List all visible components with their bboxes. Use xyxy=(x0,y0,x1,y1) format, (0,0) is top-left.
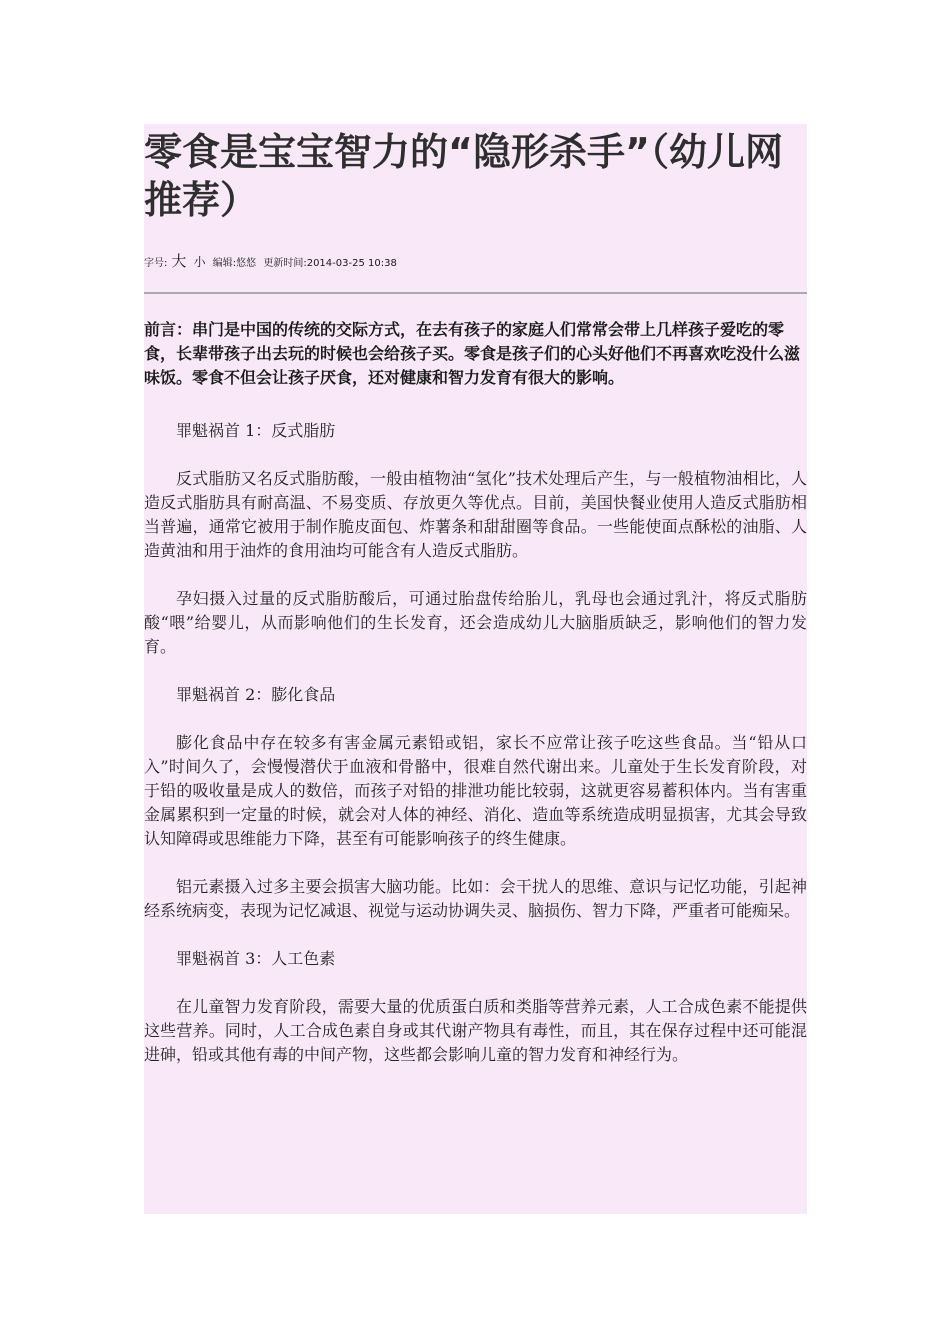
section-heading-2: 罪魁祸首 2：膨化食品 xyxy=(176,685,336,704)
paragraph: 反式脂肪又名反式脂肪酸，一般由植物油“氢化”技术处理后产生，与一般植物油相比，人造反式脂肪具有耐高温、不易变质、存放更久等优点。目前，美国快餐业使用人造反式脂肪相当普遍，通常它被用于制作脆皮面包、炸薯条和甜甜圈等食品。一些能使面点酥松的油脂、人造黄油和用于油炸的食用油均可能含有人造反式脂肪。 xyxy=(144,469,807,560)
article-meta xyxy=(144,250,401,271)
section-heading-3: 罪魁祸首 3：人工色素 xyxy=(176,949,336,968)
article-title: 零食是宝宝智力的“隐形杀手”（幼儿网推荐） xyxy=(144,130,783,222)
article-body xyxy=(144,419,807,1091)
divider xyxy=(144,292,807,294)
paragraph: 铝元素摄入过多主要会损害大脑功能。比如：会干扰人的思维、意识与记忆功能，引起神经系统病变，表现为记忆减退、视觉与运动协调失灵、脑损伤、智力下降，严重者可能痴呆。 xyxy=(144,877,807,920)
font-size-small-link[interactable]: 小 xyxy=(193,255,206,269)
section-heading-1: 罪魁祸首 1：反式脂肪 xyxy=(176,421,336,440)
paragraph: 在儿童智力发育阶段，需要大量的优质蛋白质和类脂等营养元素，人工合成色素不能提供这些营养。同时，人工合成色素自身或其代谢产物具有毒性，而且，其在保存过程中还可能混进砷，铅或其他有毒的中间产物，这些都会影响儿童的智力发育和神经行为。 xyxy=(144,997,807,1064)
article-lede: 前言：串门是中国的传统的交际方式，在去有孩子的家庭人们常常会带上几样孩子爱吃的零食，长辈带孩子出去玩的时候也会给孩子买。零食是孩子们的心头好他们不再喜欢吃没什么滋味饭。零食不但会让孩子厌食，还对健康和智力发育有很大的影响。 xyxy=(144,320,801,387)
font-size-big-link[interactable]: 大 xyxy=(171,252,187,270)
editor-label: 编辑:悠悠 xyxy=(212,258,257,269)
font-size-label: 字号: xyxy=(144,258,168,269)
paragraph: 膨化食品中存在较多有害金属元素铅或铝，家长不应常让孩子吃这些食品。当“铅从口入”时间久了，会慢慢潜伏于血液和骨骼中，很难自然代谢出来。儿童处于生长发育阶段，对于铅的吸收量是成人的数倍，而孩子对铅的排泄功能比较弱，这就更容易蓄积体内。当有害重金属累积到一定量的时候，就会对人体的神经、消化、造血等系统造成明显损害，尤其会导致认知障碍或思维能力下降，甚至有可能影响孩子的终生健康。 xyxy=(144,733,807,848)
paragraph: 孕妇摄入过量的反式脂肪酸后，可通过胎盘传给胎儿，乳母也会通过乳汁，将反式脂肪酸“喂”给婴儿，从而影响他们的生长发育，还会造成幼儿大脑脂质缺乏，影响他们的智力发育。 xyxy=(144,589,807,656)
updated-time: 更新时间:2014-03-25 10:38 xyxy=(263,258,397,269)
